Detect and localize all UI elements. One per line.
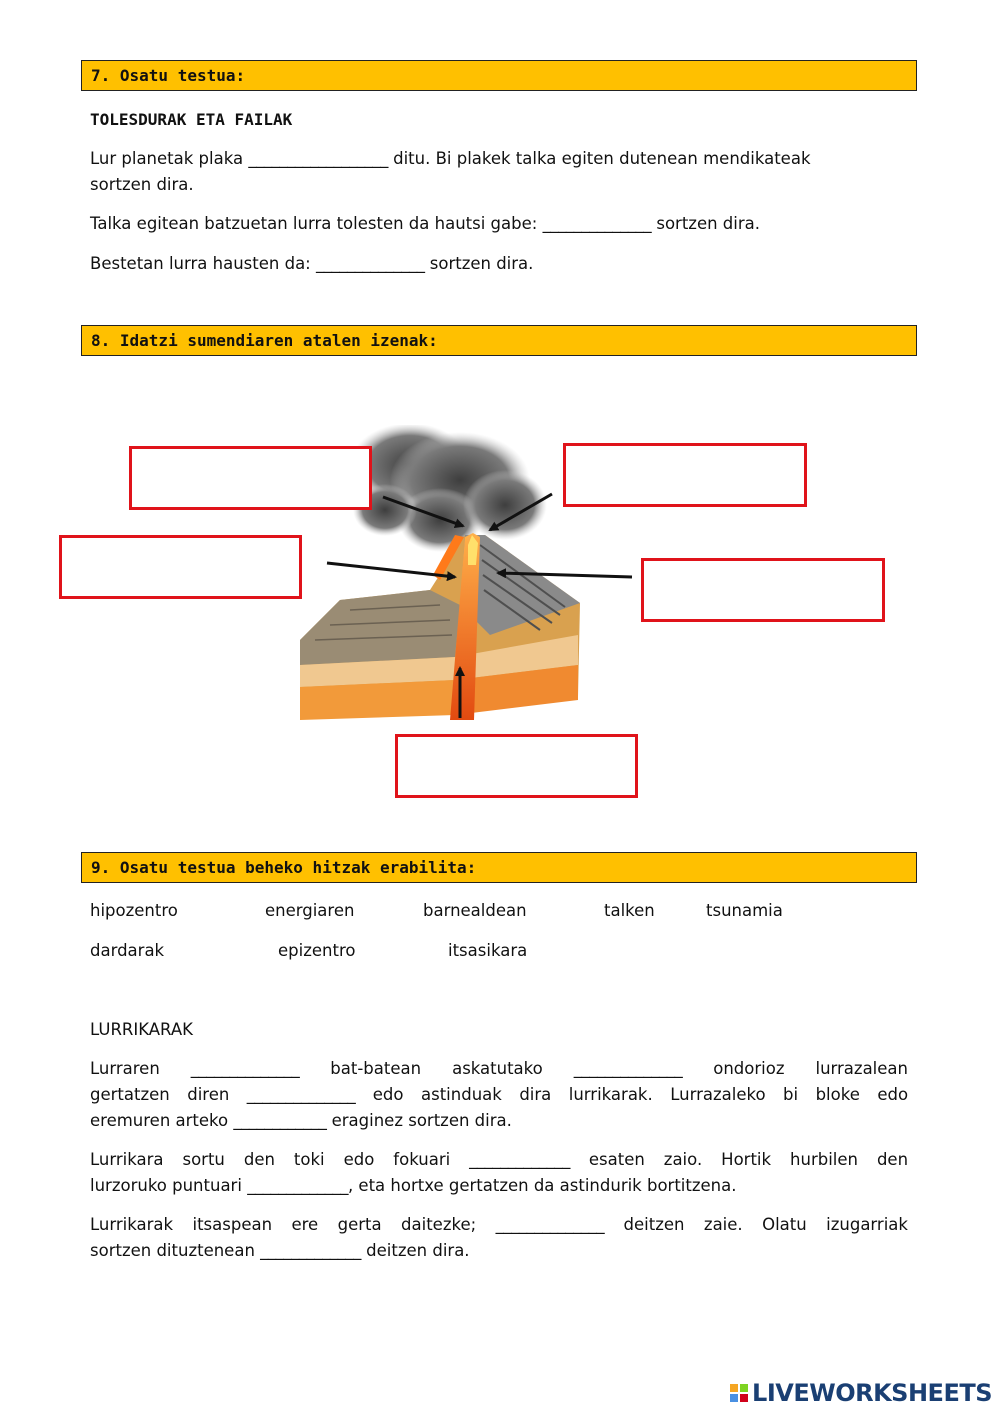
section-8-header: 8. Idatzi sumendiaren atalen izenak:	[81, 325, 917, 356]
label-box-top-left[interactable]	[129, 446, 372, 510]
blank-field[interactable]: ______________	[246, 1085, 356, 1104]
section-9-title: LURRIKARAK	[90, 1020, 193, 1039]
earth-block	[300, 533, 580, 720]
word-bank-item: energiaren	[265, 901, 355, 920]
section-7-paragraph-3: Bestetan lurra hausten da: ______________ sortzen dira.	[90, 254, 534, 273]
word-bank-item: epizentro	[278, 941, 356, 960]
section-7-title: TOLESDURAK ETA FAILAK	[90, 110, 293, 129]
section-9-p1-line2: gertatzen diren ______________ edo astinduak dira lurrikarak. Lurrazaleko bi bloke edo	[90, 1085, 909, 1104]
logo-text: LIVEWORKSHEETS	[752, 1379, 992, 1407]
label-box-middle-right[interactable]	[641, 558, 885, 622]
word-bank-item: dardarak	[90, 941, 165, 960]
word-bank-item: talken	[604, 901, 655, 920]
section-9-p3-line2: sortzen dituztenean _____________ deitzen dira.	[90, 1241, 470, 1260]
blank-field[interactable]: _____________	[260, 1241, 361, 1260]
blank-field[interactable]: ______________	[495, 1215, 605, 1234]
section-9-header: 9. Osatu testua beheko hitzak erabilita:	[81, 852, 917, 883]
word-bank-item: itsasikara	[448, 941, 528, 960]
blank-field[interactable]: ______________	[542, 214, 652, 233]
blank-field[interactable]: ____________	[233, 1111, 327, 1130]
label-box-bottom[interactable]	[395, 734, 638, 798]
blank-field[interactable]: ______________	[573, 1059, 683, 1078]
blank-field[interactable]: ______________	[316, 254, 425, 273]
section-9-p1-line3: eremuren arteko ____________ eraginez sortzen dira.	[90, 1111, 512, 1130]
section-7-paragraph-2: Talka egitean batzuetan lurra tolesten da hautsi gabe: ______________ sortzen dira.	[90, 214, 761, 233]
blank-field[interactable]: _____________	[247, 1176, 348, 1195]
blank-field[interactable]: _____________	[469, 1150, 570, 1169]
section-7-header: 7. Osatu testua:	[81, 60, 917, 91]
section-9-p2-line2: lurzoruko puntuari _____________, eta hortxe gertatzen da astindurik bortitzena.	[90, 1176, 737, 1195]
label-box-middle-left[interactable]	[59, 535, 302, 599]
liveworksheets-logo[interactable]	[730, 1379, 992, 1407]
section-9-p3-line1: Lurrikarak itsaspean ere gerta daitezke; ______________ deitzen zaie. Olatu izugarriak	[90, 1215, 908, 1234]
word-bank-item: barnealdean	[423, 901, 527, 920]
label-box-top-right[interactable]	[563, 443, 807, 507]
ash-cloud	[350, 425, 547, 552]
logo-mark-icon	[730, 1384, 748, 1402]
section-7-paragraph-1: Lur planetak plaka __________________ ditu. Bi plakek talka egiten dutenean mendikateak sortzen dira.	[90, 149, 811, 194]
section-9-p2-line1: Lurrikara sortu den toki edo fokuari _____________ esaten zaio. Hortik hurbilen den	[90, 1150, 909, 1169]
blank-field[interactable]: __________________	[248, 149, 388, 168]
blank-field[interactable]: ______________	[190, 1059, 300, 1078]
word-bank-item: tsunamia	[706, 901, 783, 920]
section-9-p1-line1: Lurraren ______________ bat-batean askatutako ______________ ondorioz lurrazalean	[90, 1059, 908, 1078]
word-bank-item: hipozentro	[90, 901, 178, 920]
